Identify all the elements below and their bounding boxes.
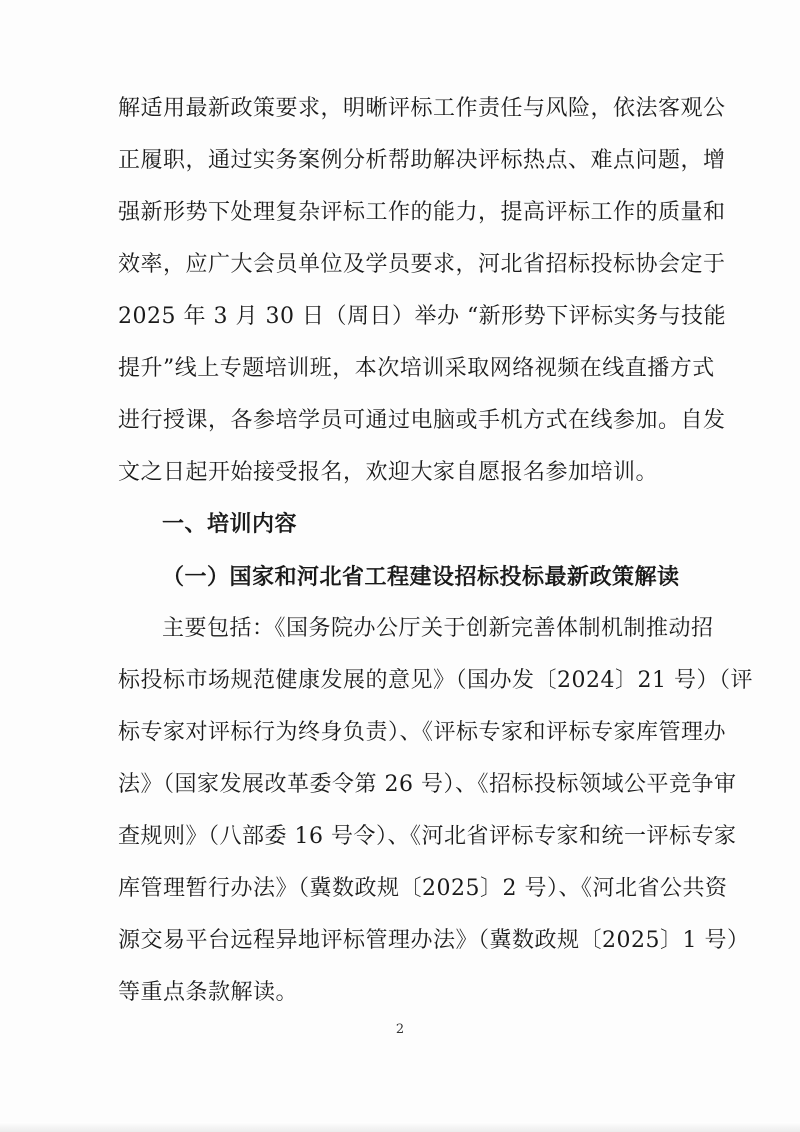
body-line-7: 进行授课，各参培学员可通过电脑或手机方式在线参加。自发	[118, 408, 726, 433]
body-line-4: 效率，应广大会员单位及学员要求，河北省招标投标协会定于	[118, 252, 726, 277]
body-line-2: 正履职，通过实务案例分析帮助解决评标热点、难点问题，增	[118, 148, 726, 173]
subsection-heading-policy: （一）国家和河北省工程建设招标投标最新政策解读	[162, 564, 680, 590]
policy-line-2: 标投标市场规范健康发展的意见》（国办发〔2024〕21 号）（评	[118, 668, 753, 693]
page-number: 2	[395, 1022, 405, 1037]
policy-line-4: 法》（国家发展改革委令第 26 号）、《招标投标领域公平竞争审	[118, 772, 737, 797]
policy-line-6: 库管理暂行办法》（冀数政规〔2025〕2 号）、《河北省公共资	[118, 876, 728, 901]
scan-edge	[0, 1122, 800, 1132]
policy-line-5: 查规则》（八部委 16 号令）、《河北省评标专家和统一评标专家	[118, 824, 737, 849]
section-heading-training-content: 一、培训内容	[162, 512, 298, 537]
policy-line-1: 主要包括：《国务院办公厅关于创新完善体制机制推动招	[162, 616, 714, 641]
policy-line-3: 标专家对评标行为终身负责）、《评标专家和评标专家库管理办	[118, 720, 727, 745]
policy-line-8: 等重点条款解读。	[118, 980, 299, 1005]
body-line-6: 提升”线上专题培训班，本次培训采取网络视频在线直播方式	[118, 356, 715, 381]
body-line-3: 强新形势下处理复杂评标工作的能力，提高评标工作的质量和	[118, 200, 726, 225]
policy-line-7: 源交易平台远程异地评标管理办法》（冀数政规〔2025〕1 号）	[118, 928, 750, 953]
body-line-1: 解适用最新政策要求，明晰评标工作责任与风险，依法客观公	[118, 96, 726, 121]
body-line-5: 2025 年 3 月 30 日（周日）举办 “新形势下评标实务与技能	[118, 304, 727, 329]
body-line-8: 文之日起开始接受报名，欢迎大家自愿报名参加培训。	[118, 460, 659, 485]
